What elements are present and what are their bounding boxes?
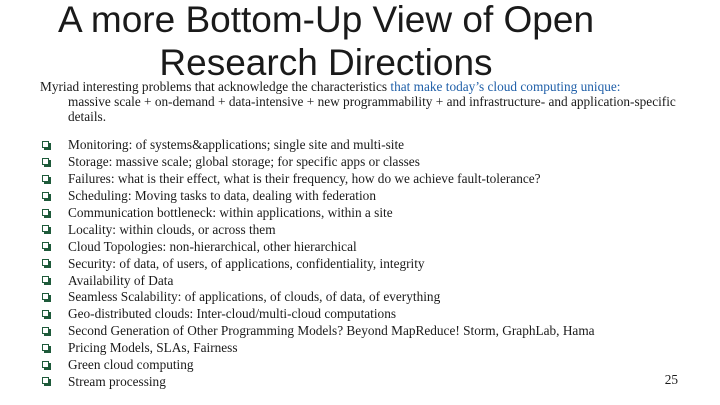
list-item — [38, 154, 595, 171]
list-item — [38, 373, 595, 390]
list-item — [38, 238, 595, 255]
intro-paragraph — [40, 79, 680, 124]
checkbox-square-icon — [42, 259, 51, 268]
list-item-text: Failures: what is their effect, what is their frequency, how do we achieve fault-tolerance? — [68, 171, 541, 187]
list-item-text: Pricing Models, SLAs, Fairness — [68, 340, 238, 356]
checkbox-square-icon — [42, 310, 51, 319]
list-item — [38, 205, 595, 222]
list-item — [38, 255, 595, 272]
list-item-text: Security: of data, of users, of applications, confidentiality, integrity — [68, 255, 425, 271]
list-item — [38, 272, 595, 289]
list-item-text: Second Generation of Other Programming Models? Beyond MapReduce! Storm, GraphLab, Hama — [68, 323, 595, 339]
slide-title-line-2: Research Directions — [159, 42, 493, 83]
list-item-text: Green cloud computing — [68, 357, 194, 373]
intro-prefix: Myriad interesting problems that acknowledge the characteristics — [40, 79, 391, 94]
list-item-text: Monitoring: of systems&applications; single site and multi-site — [68, 137, 405, 153]
list-item — [38, 289, 595, 306]
list-item-text: Seamless Scalability: of applications, of clouds, of data, of everything — [68, 289, 441, 305]
list-item — [38, 357, 595, 374]
list-item — [38, 171, 595, 188]
checkbox-square-icon — [42, 377, 51, 386]
intro-first-line — [40, 79, 680, 94]
list-item — [38, 340, 595, 357]
list-item — [38, 323, 595, 340]
checkbox-square-icon — [42, 141, 51, 150]
list-item — [38, 221, 595, 238]
slide-title-line-1: A more Bottom-Up View of Open — [57, 0, 595, 40]
list-item-text: Availability of Data — [68, 272, 174, 288]
list-item — [38, 137, 595, 154]
list-item-text: Storage: massive scale; global storage; for specific apps or classes — [68, 154, 420, 170]
intro-rest: massive scale + on-demand + data-intensive + new programmability + and infrastructure- and application-specific details. — [68, 94, 676, 124]
list-item — [38, 188, 595, 205]
checkbox-square-icon — [42, 242, 51, 251]
checkbox-square-icon — [42, 293, 51, 302]
list-item-text: Geo-distributed clouds: Inter-cloud/multi-cloud computations — [68, 306, 397, 322]
checkbox-square-icon — [42, 192, 51, 201]
intro-highlight: that make today’s cloud computing unique: — [390, 79, 621, 94]
list-item-text: Locality: within clouds, or across them — [68, 221, 276, 237]
list-item-text: Stream processing — [68, 373, 166, 389]
list-item — [38, 306, 595, 323]
checkbox-square-icon — [42, 209, 51, 218]
checkbox-square-icon — [42, 225, 51, 234]
list-item-text: Scheduling: Moving tasks to data, dealing with federation — [68, 188, 376, 204]
checkbox-square-icon — [42, 344, 51, 353]
list-item-text: Communication bottleneck: within applications, within a site — [68, 205, 393, 220]
checkbox-square-icon — [42, 175, 51, 184]
research-directions-list — [38, 137, 595, 390]
checkbox-square-icon — [42, 361, 51, 370]
list-item-text: Cloud Topologies: non-hierarchical, other hierarchical — [68, 238, 357, 254]
checkbox-square-icon — [42, 276, 51, 285]
checkbox-square-icon — [42, 327, 51, 336]
page-number: 25 — [664, 372, 678, 387]
checkbox-square-icon — [42, 158, 51, 167]
